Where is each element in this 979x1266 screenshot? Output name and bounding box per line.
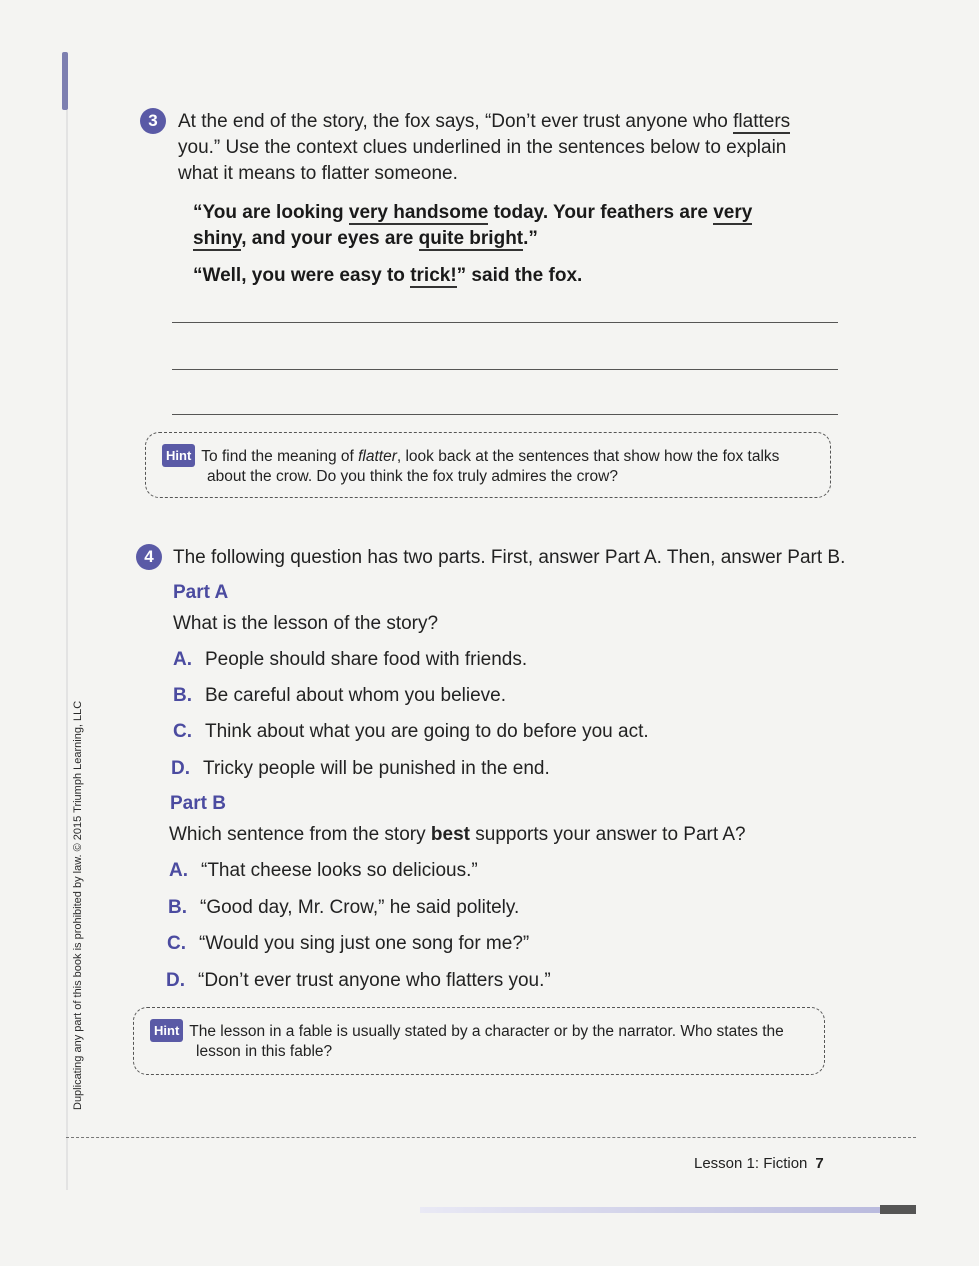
hint-text: The lesson in a fable is usually stated by a character or by the narrator. Who states the [189, 1023, 784, 1040]
part-a-option-c[interactable] [173, 720, 649, 744]
hint-emphasis: flatter [358, 448, 397, 465]
page-edge-tab [62, 52, 68, 110]
part-b-question-text: supports your answer to Part A? [469, 824, 746, 845]
copyright-notice: Duplicating any part of this book is prohibited by law. © 2015 Triumph Learning, LLC [72, 700, 84, 1110]
footer-divider [66, 1137, 916, 1138]
part-b-question-bold: best [430, 824, 470, 845]
option-letter: B. [173, 685, 192, 706]
part-b-option-a[interactable] [169, 859, 478, 883]
part-a-option-a[interactable] [173, 648, 527, 672]
quote-text: , and your eyes are [241, 228, 419, 249]
footer-lesson: Lesson 1: Fiction [694, 1155, 808, 1172]
page-number: 7 [815, 1155, 824, 1172]
part-b-question [169, 823, 746, 846]
quote-text: “You are looking [193, 202, 349, 223]
answer-line-3[interactable] [172, 414, 838, 415]
option-text: “That cheese looks so delicious.” [201, 860, 478, 881]
hint-badge: Hint [150, 1019, 183, 1042]
option-letter: C. [173, 721, 192, 742]
option-letter: B. [168, 897, 187, 918]
option-text: “Good day, Mr. Crow,” he said politely. [200, 897, 520, 918]
quote-text: .” [523, 228, 538, 249]
question-4-hint-line-2: lesson in this fable? [196, 1043, 333, 1060]
part-a-option-d[interactable] [171, 757, 550, 781]
quote-text: today. Your feathers are [488, 202, 714, 223]
part-a-label: Part A [173, 582, 229, 603]
question-4-hint-line-1 [150, 1019, 784, 1042]
bottom-color-bar [420, 1207, 915, 1213]
question-4-hint-box [133, 1007, 825, 1075]
question-3-hint-line-1 [162, 444, 779, 467]
part-b-option-c[interactable] [167, 932, 529, 956]
question-4-number: 4 [136, 544, 162, 570]
part-b-option-b[interactable] [168, 896, 519, 920]
page-edge-line [66, 110, 68, 1190]
footer [694, 1155, 824, 1172]
quote-text: “Well, you were easy to [193, 265, 411, 286]
quote-1-line-2 [193, 226, 538, 251]
question-3-line-1 [178, 110, 790, 133]
option-text: Be careful about whom you believe. [205, 685, 507, 706]
underlined-clue: very [713, 202, 753, 223]
part-b-question-text: Which sentence from the story [169, 824, 431, 845]
question-3-line-2: you.” Use the context clues underlined in the sentences below to explain [178, 137, 787, 158]
option-letter: A. [173, 649, 192, 670]
word-flatters: flatters [733, 111, 791, 132]
underlined-clue: quite bright [418, 228, 524, 249]
quote-1-line-1 [193, 200, 752, 225]
question-4-intro: The following question has two parts. First, answer Part A. Then, answer Part B. [173, 547, 846, 568]
option-text: Think about what you are going to do before you act. [205, 721, 649, 742]
underlined-clue: trick! [410, 265, 457, 286]
question-3-line-3: what it means to flatter someone. [178, 163, 458, 184]
quote-text: ” said the fox. [456, 265, 583, 286]
underlined-clue: very handsome [348, 202, 489, 223]
part-b-label: Part B [170, 793, 226, 814]
question-3-number: 3 [140, 108, 166, 134]
hint-text: , look back at the sentences that show how the fox talks [396, 448, 780, 465]
option-text: “Don’t ever trust anyone who flatters you.” [198, 970, 551, 991]
part-b-option-d[interactable] [166, 969, 551, 993]
part-a-question: What is the lesson of the story? [173, 613, 439, 634]
option-letter: C. [167, 933, 186, 954]
option-letter: D. [166, 970, 185, 991]
option-text: “Would you sing just one song for me?” [199, 933, 530, 954]
option-letter: D. [171, 758, 190, 779]
hint-badge: Hint [162, 444, 195, 467]
question-3-hint-box [145, 432, 831, 498]
bottom-dark-block [880, 1205, 916, 1214]
underlined-clue: shiny [193, 228, 242, 249]
question-3-line-1-text: At the end of the story, the fox says, “Don’t ever trust anyone who [178, 111, 734, 132]
option-text: Tricky people will be punished in the end. [203, 758, 550, 779]
question-3-hint-line-2: about the crow. Do you think the fox truly admires the crow? [207, 468, 618, 485]
hint-text: To find the meaning of [201, 448, 359, 465]
option-letter: A. [169, 860, 188, 881]
option-text: People should share food with friends. [205, 649, 528, 670]
quote-2 [193, 263, 582, 288]
answer-line-2[interactable] [172, 369, 838, 370]
part-a-option-b[interactable] [173, 684, 506, 708]
answer-line-1[interactable] [172, 322, 838, 323]
